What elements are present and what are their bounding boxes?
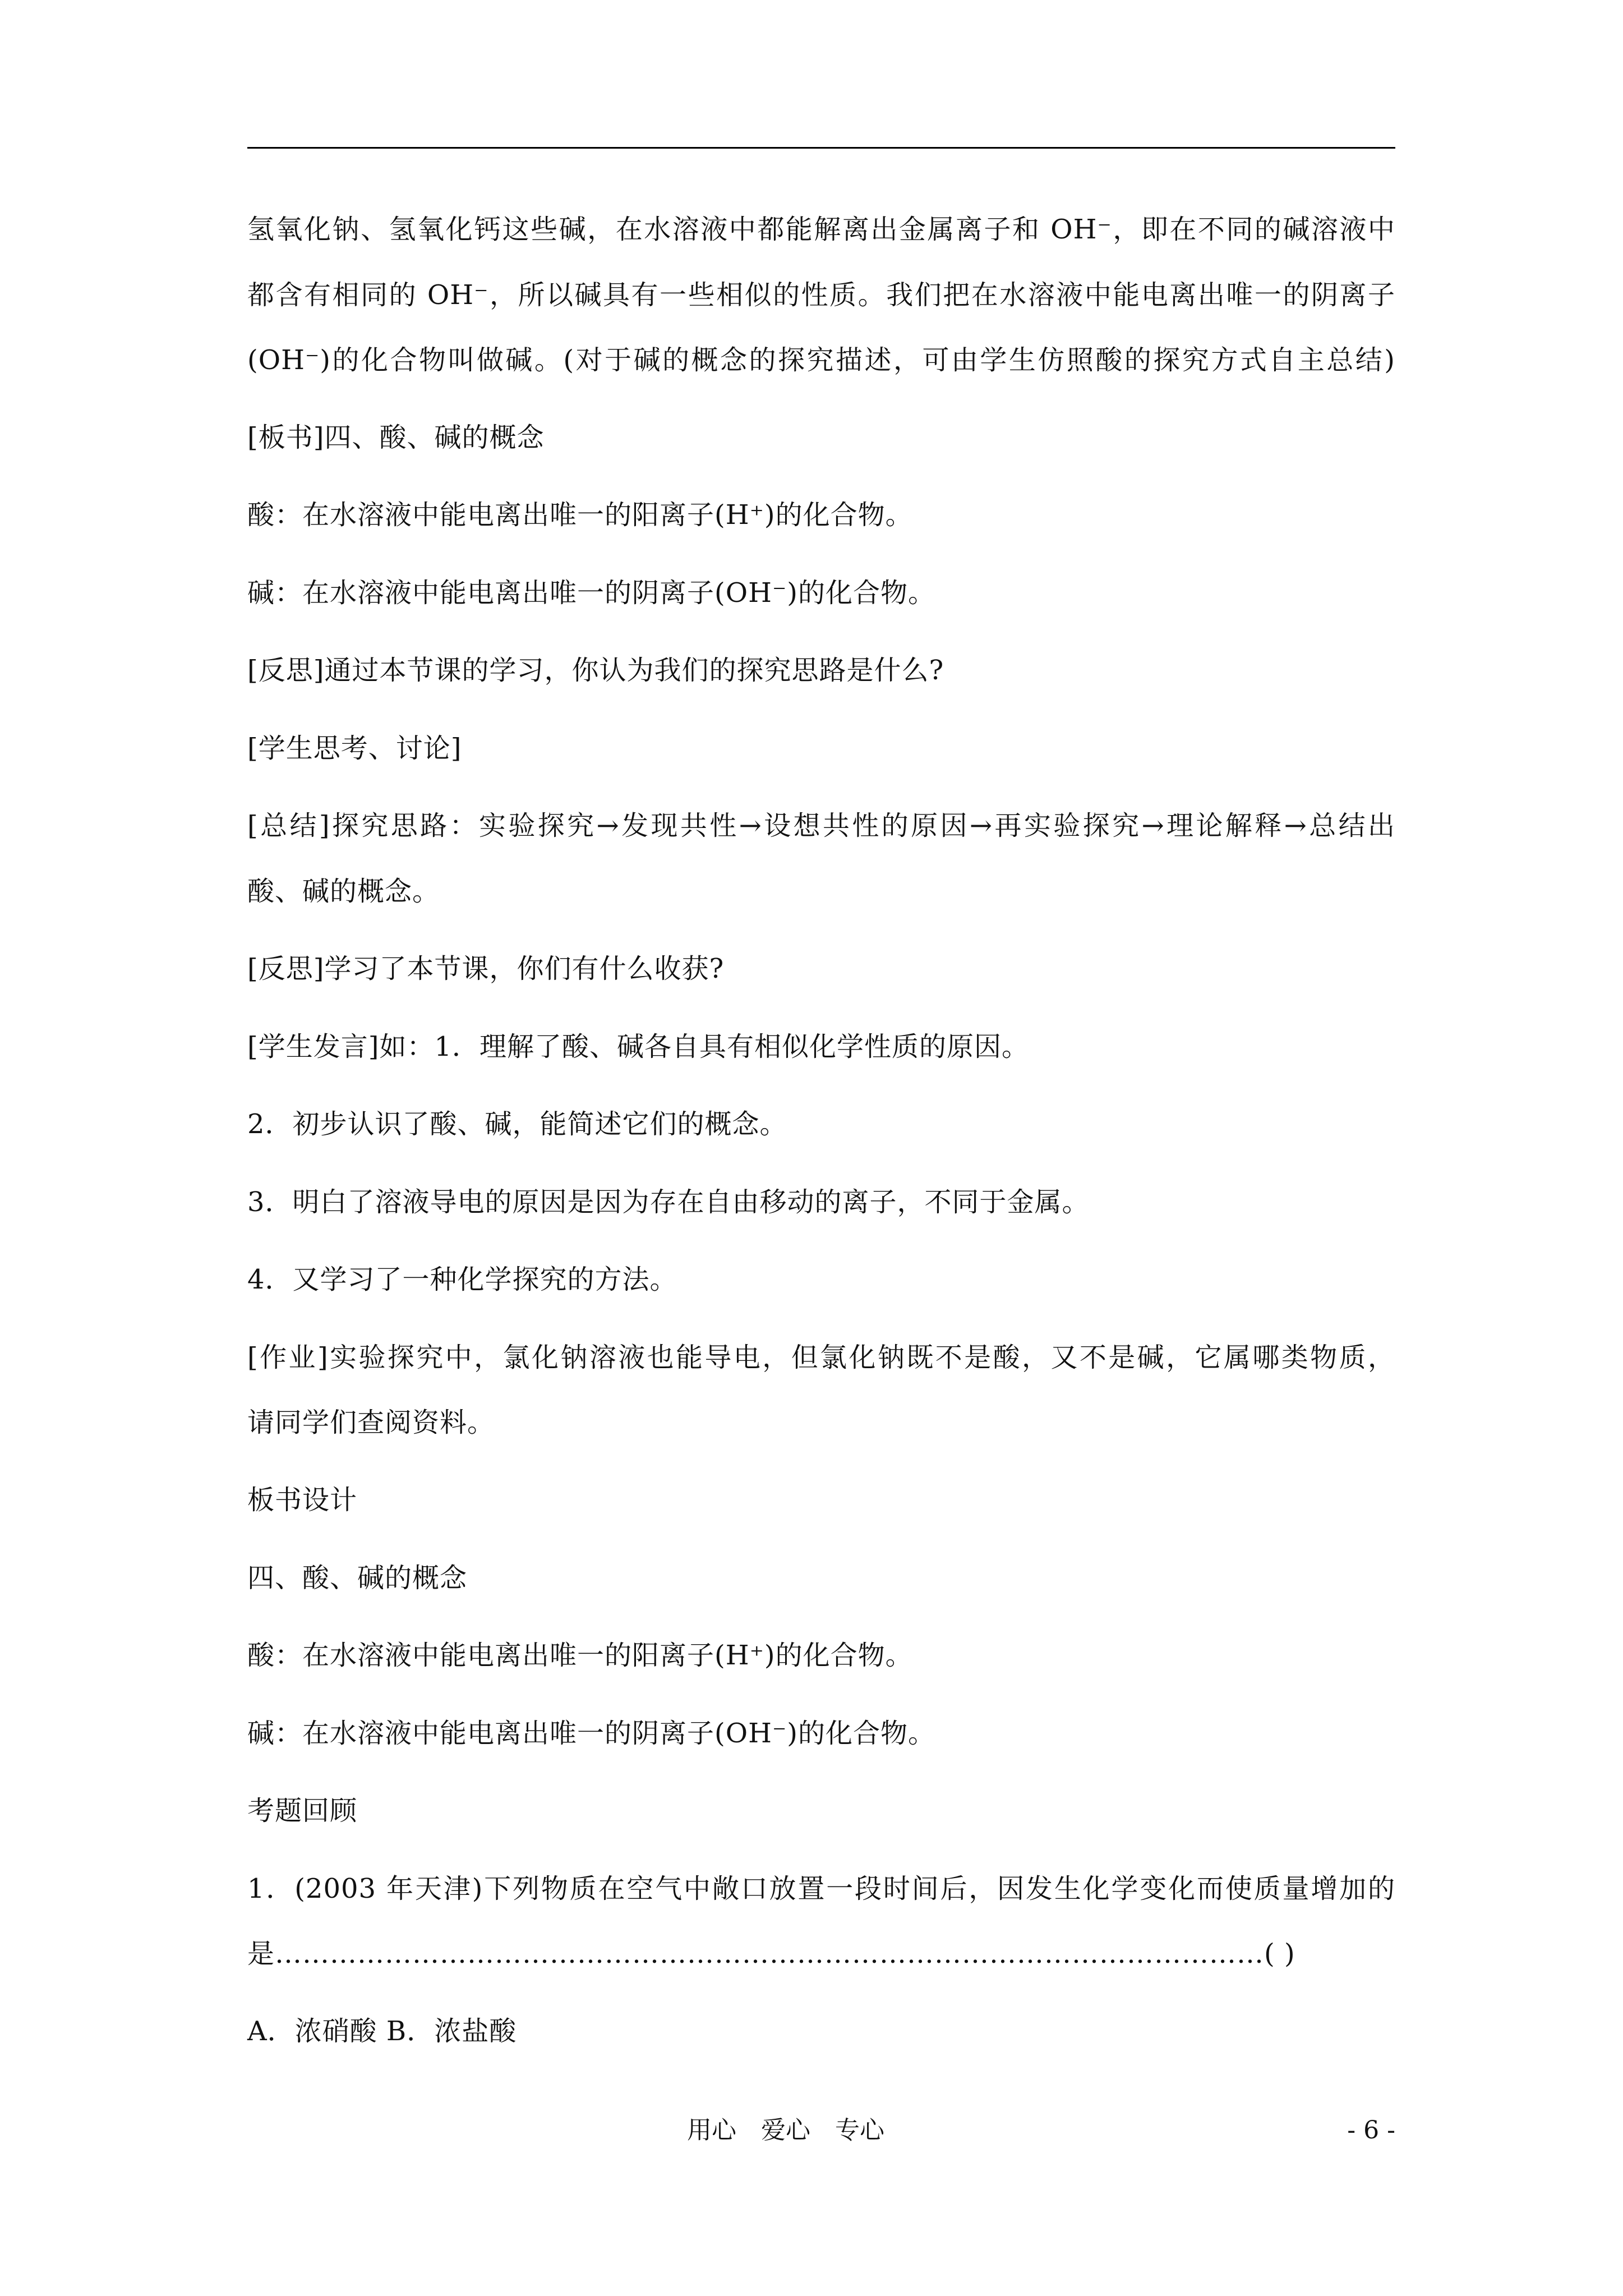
acid-definition: 酸：在水溶液中能电离出唯一的阳离子(H⁺)的化合物。 [247, 1640, 913, 1671]
reflection-question: [反思]学习了本节课，你们有什么收获? [247, 953, 725, 984]
section-heading: 板书设计 [247, 1484, 358, 1516]
base-definition: 碱：在水溶液中能电离出唯一的阴离子(OH⁻)的化合物。 [247, 1718, 936, 1749]
summary-line: [总结]探究思路：实验探究→发现共性→设想共性的原因→再实验探究→理论解释→总结出 [247, 810, 1395, 841]
question-options: A．浓硝酸 B．浓盐酸 [247, 2016, 517, 2047]
paragraph-line: (OH⁻)的化合物叫做碱。(对于碱的概念的探究描述，可由学生仿照酸的探究方式自主总结) [247, 344, 1395, 376]
homework-line: [作业]实验探究中，氯化钠溶液也能导电，但氯化钠既不是酸，又不是碱，它属哪类物质， [247, 1342, 1395, 1373]
acid-definition: 酸：在水溶液中能电离出唯一的阳离子(H⁺)的化合物。 [247, 499, 913, 531]
list-item: 4．又学习了一种化学探究的方法。 [247, 1264, 677, 1295]
question-stem: 是………………………………………………………………………………………………( ) [247, 1938, 1295, 1970]
list-item: 3．明白了溶液导电的原因是因为存在自由移动的离子，不同于金属。 [247, 1186, 1090, 1218]
reflection-question: [反思]通过本节课的学习，你认为我们的探究思路是什么? [247, 655, 944, 686]
list-item: 2．初步认识了酸、碱，能简述它们的概念。 [247, 1108, 787, 1140]
base-definition: 碱：在水溶液中能电离出唯一的阴离子(OH⁻)的化合物。 [247, 577, 936, 609]
page-number: - 6 - [1347, 2116, 1395, 2145]
student-discussion: [学生思考、讨论] [247, 733, 462, 764]
paragraph-line: 都含有相同的 OH⁻，所以碱具有一些相似的性质。我们把在水溶液中能电离出唯一的阴离子 [247, 279, 1395, 311]
board-heading: 四、酸、碱的概念 [247, 1562, 468, 1594]
homework-line: 请同学们查阅资料。 [247, 1407, 495, 1438]
question-stem: 1．(2003 年天津)下列物质在空气中敞口放置一段时间后，因发生化学变化而使质量增加的 [247, 1873, 1395, 1904]
header-rule [247, 147, 1395, 149]
summary-line: 酸、碱的概念。 [247, 876, 440, 907]
footer-motto: 用心 爱心 专心 [687, 2116, 884, 2145]
student-statement: [学生发言]如：1．理解了酸、碱各自具有相似化学性质的原因。 [247, 1031, 1029, 1062]
paragraph-line: 氢氧化钠、氢氧化钙这些碱，在水溶液中都能解离出金属离子和 OH⁻，即在不同的碱溶液中 [247, 214, 1395, 245]
section-heading: 考题回顾 [247, 1795, 358, 1826]
board-heading: [板书]四、酸、碱的概念 [247, 422, 545, 453]
